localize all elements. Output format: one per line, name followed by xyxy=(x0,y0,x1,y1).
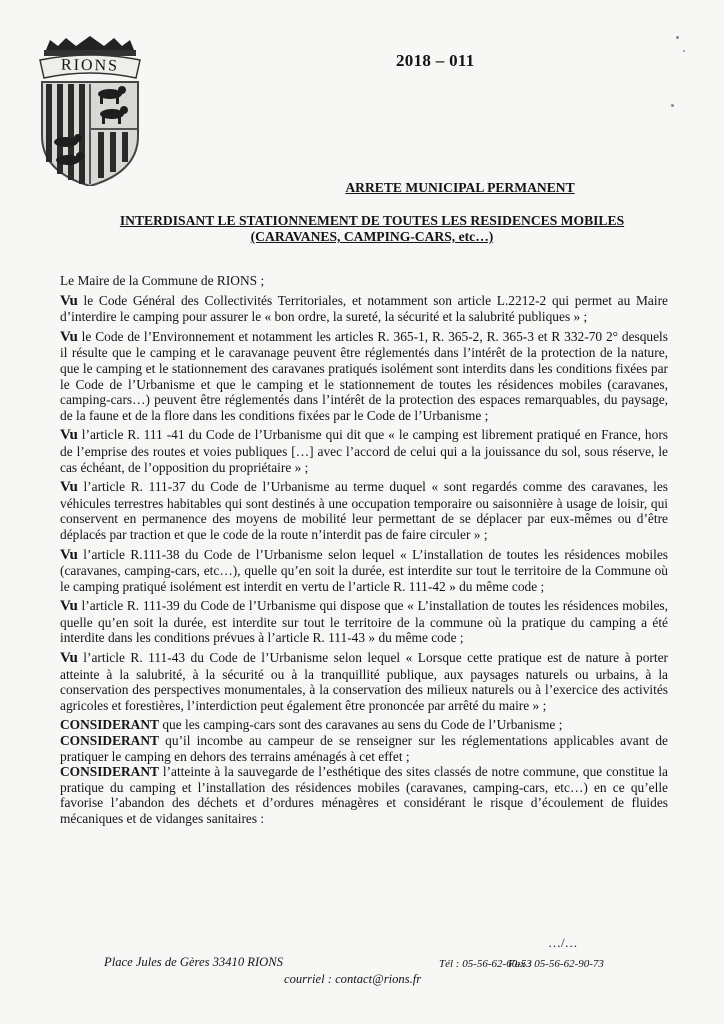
recital-lead: Vu xyxy=(60,650,78,667)
considering-text: qu’il incombe au campeur de se renseigner sur les réglementations applicables avant de pratiquer le camping en dehors des terrains aménagés à cet effet ; xyxy=(60,733,668,764)
considering-lead: CONSIDERANT xyxy=(60,764,159,780)
considering-paragraph xyxy=(60,733,668,764)
recital-lead: Vu xyxy=(60,292,78,309)
considering-paragraph xyxy=(60,717,668,733)
recital-paragraph xyxy=(60,547,668,595)
decree-subtitle-line-2: (CARAVANES, CAMPING-CARS, etc…) xyxy=(250,229,494,244)
footer-address: Place Jules de Gères 33410 RIONS xyxy=(104,955,283,969)
decree-body xyxy=(60,273,668,827)
recital-text: l’article R. 111 -41 du Code de l’Urbanisme qui dit que « le camping est librement pratiqué en France, hors de l’emprise des routes et voies publiques […] avec l’accord de celui qui a la jouissance du sol, sous réserve, le cas échéant, de l’opposition du propriétaire » ; xyxy=(60,427,668,475)
recital-paragraph xyxy=(60,427,668,475)
considering-lead: CONSIDERANT xyxy=(60,733,159,749)
considering-text: que les camping-cars sont des caravanes au sens du Code de l’Urbanisme ; xyxy=(158,717,563,733)
scan-speck xyxy=(671,104,674,107)
footer-phone: Tél : 05-56-62-60-53 xyxy=(439,958,532,970)
recital-lead: Vu xyxy=(60,546,78,563)
recital-lead: Vu xyxy=(60,427,78,444)
considering-text: l’atteinte à la sauvegarde de l’esthétique des sites classés de notre commune, que constitue la pratique du camping et l’installation des résidences mobiles (caravanes, camping-cars, etc…) en ce qu’elle favorise l’abandon des déchets et d’ordures ménagères et considérant le risque d’écoulement de fluides mécaniques et de vidanges sanitaires : xyxy=(60,764,668,826)
decree-intro: Le Maire de la Commune de RIONS ; xyxy=(60,273,265,288)
recital-lead: Vu xyxy=(60,479,78,496)
recital-text: le Code Général des Collectivités Territoriales, et notamment son article L.2212-2 qui permet au Maire d’interdire le camping pour assurer le « bon ordre, la sureté, la sécurité et la salubrité publiques » ; xyxy=(60,292,668,325)
continuation-mark: …/… xyxy=(548,935,578,950)
recital-paragraph xyxy=(60,650,668,713)
recital-paragraph xyxy=(60,329,668,424)
recital-text: l’article R. 111-39 du Code de l’Urbanisme qui dispose que « L’installation de toutes les résidences mobiles, quelle qu’en soit la durée, est interdite sur tout le territoire de la commune où la pratique du camping a été interdite dans les conditions prévues à l’article R. 111-43 » du même code ; xyxy=(60,598,668,646)
recital-lead: Vu xyxy=(60,598,78,615)
scan-speck xyxy=(676,36,679,39)
recital-paragraph xyxy=(60,293,668,325)
decree-title: ARRETE MUNICIPAL PERMANENT xyxy=(345,180,575,195)
recital-text: l’article R. 111-37 du Code de l’Urbanisme au terme duquel « sont regardés comme des caravanes, les véhicules terrestres habitables qui sont destinés à une occupation temporaire ou saisonnière à usage de loisir, qui conservent en permanence des moyens de mobilité leur permettant de se déplacer par eux-mêmes ou d’être déplacés par traction et que le code de la route n’interdit pas de faire circuler » ; xyxy=(60,479,668,542)
scan-speck xyxy=(683,50,685,52)
considering-lead: CONSIDERANT xyxy=(60,717,159,733)
decree-subtitle-line-1: INTERDISANT LE STATIONNEMENT DE TOUTES LES RESIDENCES MOBILES xyxy=(119,213,625,228)
footer-email: courriel : contact@rions.fr xyxy=(284,972,422,986)
rions-coat-of-arms xyxy=(36,36,144,186)
footer-fax: Fax : 05-56-62-90-73 xyxy=(508,958,604,970)
considering-paragraph xyxy=(60,764,668,826)
recital-text: l’article R.111-38 du Code de l’Urbanisme selon lequel « L’installation de toutes les résidences mobiles (caravanes, camping-cars, etc…), quelle qu’en soit la durée, est interdite sur tout le territoire de la Commune où le camping pratiqué isolément est interdit en vertu de l’article R. 111-42 » du même code ; xyxy=(60,546,668,594)
decree-subtitle xyxy=(10,213,724,245)
recital-paragraph xyxy=(60,598,668,646)
crest-banner-text: RIONS xyxy=(60,56,120,75)
recital-text: l’article R. 111-43 du Code de l’Urbanisme selon lequel « Lorsque cette pratique est de nature à porter atteinte à la salubrité, à la sécurité ou à la tranquillité publique, aux paysages naturels ou urbains, à la conservation des perspectives monumentales, à la conservation des milieux naturels ou à l’exercice des activités agricoles et forestières, l’interdiction peut également être prononcée par arrêté du maire » ; xyxy=(60,650,668,713)
decree-reference-number: 2018 – 011 xyxy=(396,51,475,70)
recital-text: le Code de l’Environnement et notamment les articles R. 365-1, R. 365-2, R. 365-3 et R 332-70 2° desquels il résulte que le camping et le caravanage peuvent être réglementés dans l’intérêt de la protection de la nature, que le camping et le stationnement des caravanes pratiqués isolément sont interdits dans les conditions fixées par le Code de l’Urbanisme et que le camping et le stationnement de toutes les résidences mobiles (caravanes, camping-cars…) peuvent être réglementés dans l’intérêt de la protection des espaces remarquables, du paysage, de la faune et de la flore dans les conditions fixées par le Code de l’Urbanisme ; xyxy=(60,328,668,423)
recital-paragraph xyxy=(60,479,668,542)
recital-lead: Vu xyxy=(60,328,78,345)
